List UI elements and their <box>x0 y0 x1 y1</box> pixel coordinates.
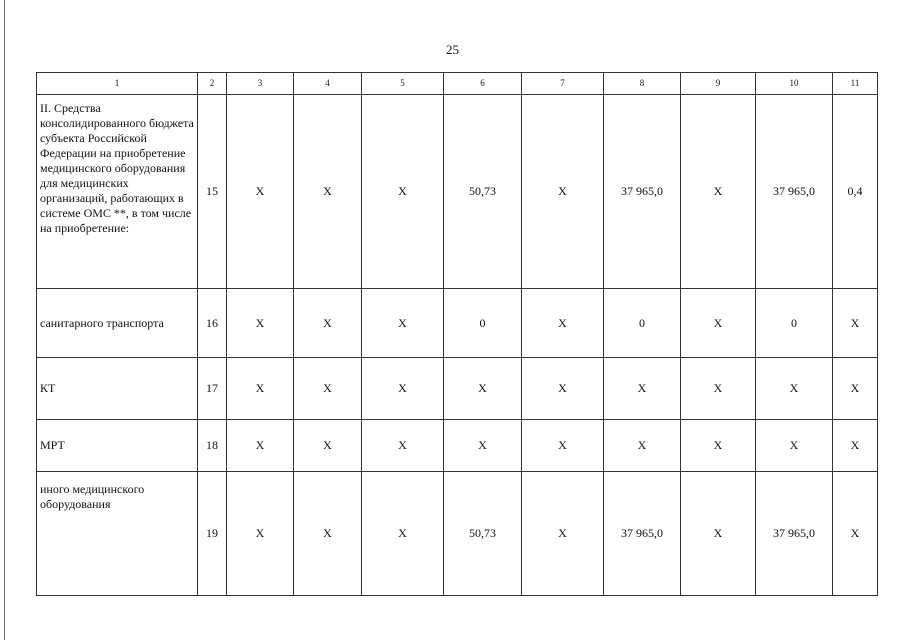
table-cell: 37 965,0 <box>756 472 833 596</box>
table-cell: X <box>681 95 756 289</box>
table-cell: 0 <box>756 289 833 358</box>
column-header: 3 <box>227 73 294 95</box>
table-cell: 0,4 <box>833 95 878 289</box>
row-code: 19 <box>198 472 227 596</box>
table-cell: X <box>522 289 604 358</box>
table-cell: X <box>522 472 604 596</box>
row-code: 18 <box>198 420 227 472</box>
table-cell: X <box>522 95 604 289</box>
column-header: 7 <box>522 73 604 95</box>
table-cell: X <box>362 289 444 358</box>
table-cell: X <box>294 358 362 420</box>
table-cell: X <box>362 95 444 289</box>
table-cell: 37 965,0 <box>604 95 681 289</box>
row-code: 15 <box>198 95 227 289</box>
table-cell: X <box>833 289 878 358</box>
table-cell: X <box>294 420 362 472</box>
column-header: 6 <box>444 73 522 95</box>
table-cell: X <box>681 358 756 420</box>
column-header: 4 <box>294 73 362 95</box>
table-cell: X <box>681 420 756 472</box>
table-cell: X <box>604 358 681 420</box>
table-cell: 37 965,0 <box>604 472 681 596</box>
column-header: 10 <box>756 73 833 95</box>
table-cell: X <box>681 289 756 358</box>
table-cell: X <box>444 420 522 472</box>
table-cell: X <box>294 95 362 289</box>
table-cell: X <box>227 420 294 472</box>
table-cell: X <box>362 358 444 420</box>
row-code: 17 <box>198 358 227 420</box>
column-number-row <box>37 73 878 95</box>
table-cell: X <box>604 420 681 472</box>
table-cell: X <box>833 358 878 420</box>
table-cell: 0 <box>444 289 522 358</box>
table-row <box>37 95 878 289</box>
row-label: МРТ <box>37 420 198 472</box>
row-label: иного медицинского оборудования <box>37 472 198 596</box>
table-cell: X <box>444 358 522 420</box>
table-cell: 37 965,0 <box>756 95 833 289</box>
row-label: санитарного транспорта <box>37 289 198 358</box>
table-cell: X <box>756 358 833 420</box>
table-cell: X <box>681 472 756 596</box>
row-label: КТ <box>37 358 198 420</box>
table-cell: X <box>833 472 878 596</box>
table-cell: X <box>522 420 604 472</box>
table-cell: X <box>833 420 878 472</box>
left-margin-rule <box>4 0 5 640</box>
table-row <box>37 289 878 358</box>
table-cell: 50,73 <box>444 95 522 289</box>
table-cell: 50,73 <box>444 472 522 596</box>
column-header: 1 <box>37 73 198 95</box>
budget-table <box>36 72 878 596</box>
table-row <box>37 472 878 596</box>
column-header: 5 <box>362 73 444 95</box>
column-header: 11 <box>833 73 878 95</box>
column-header: 9 <box>681 73 756 95</box>
table-cell: X <box>362 472 444 596</box>
row-code: 16 <box>198 289 227 358</box>
table-cell: X <box>227 95 294 289</box>
table-cell: X <box>227 472 294 596</box>
table-cell: X <box>756 420 833 472</box>
page-number: 25 <box>446 42 459 57</box>
table-cell: X <box>522 358 604 420</box>
table-cell: X <box>294 289 362 358</box>
row-label: II. Средства консолидированного бюджета субъекта Российской Федерации на приобретение медицинского оборудования для медицинских организаций, работающих в системе ОМС **, в том числе на приобретение: <box>37 95 198 289</box>
table-cell: X <box>362 420 444 472</box>
table-cell: 0 <box>604 289 681 358</box>
column-header: 8 <box>604 73 681 95</box>
table-row <box>37 420 878 472</box>
table-cell: X <box>227 358 294 420</box>
column-header: 2 <box>198 73 227 95</box>
table-cell: X <box>227 289 294 358</box>
table-cell: X <box>294 472 362 596</box>
table-row <box>37 358 878 420</box>
